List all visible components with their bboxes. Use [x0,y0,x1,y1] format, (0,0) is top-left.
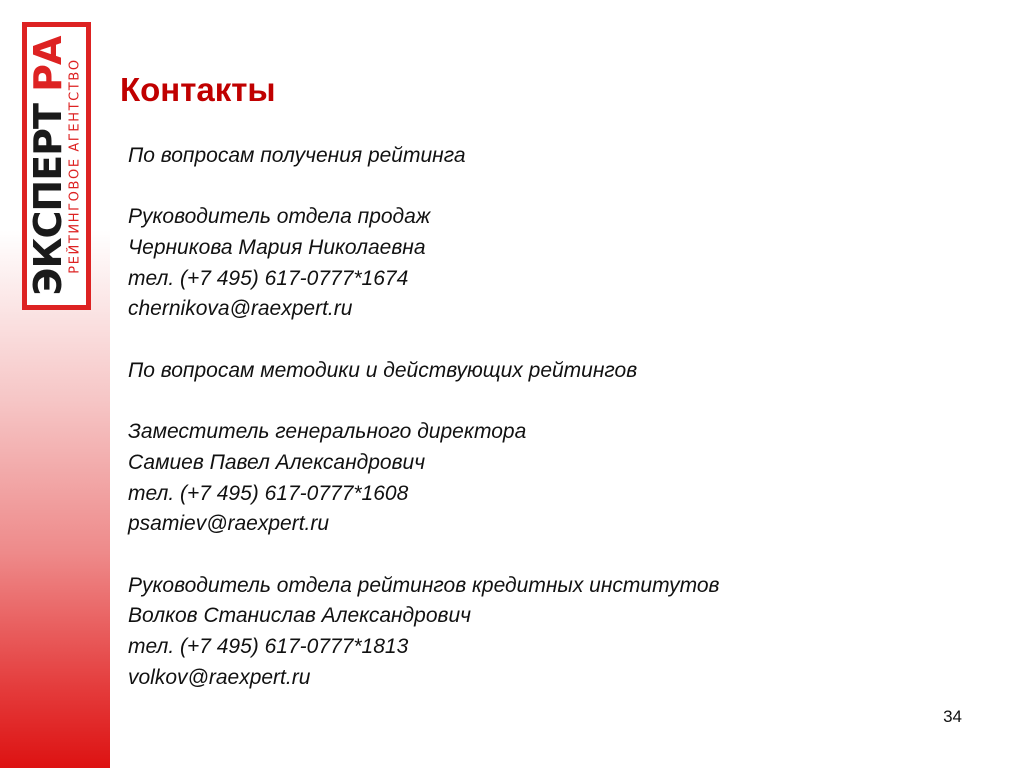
logo-wordmark-dark: ЭКСПЕРТ [25,104,70,296]
contact-name: Черникова Мария Николаевна [128,236,426,260]
contact-email-link[interactable]: psamiev@raexpert.ru [128,512,330,536]
spacer [128,387,720,418]
logo-tagline: РЕЙТИНГОВОЕ АГЕНТСТВО [67,58,82,274]
logo-wordmark [25,36,70,296]
page-title: Контакты [120,71,276,108]
contact-phone: тел. (+7 495) 617-0777*1813 [128,635,409,658]
contact-email-link[interactable]: volkov@raexpert.ru [128,665,311,689]
logo-frame [27,27,86,305]
logo [22,22,91,310]
contact-position: Заместитель генерального директора [128,420,527,444]
contact-phone: тел. (+7 495) 617-0777*1608 [128,481,409,505]
section-heading-methodology: По вопросам методики и действующих рейтингов [128,358,638,382]
spacer [128,540,720,571]
spacer [128,325,720,356]
contact-phone: тел. (+7 495) 617-0777*1674 [128,266,409,290]
contact-email-link[interactable]: chernikova@raexpert.ru [128,297,353,321]
spacer [128,172,720,203]
page-number: 34 [943,707,962,726]
contact-position: Руководитель отдела продаж [128,205,431,229]
contacts-block [128,141,720,693]
contact-position: Руководитель отдела рейтингов кредитных институтов [128,573,720,597]
section-heading-rating: По вопросам получения рейтинга [128,144,466,167]
contact-name: Волков Станислав Александрович [128,604,472,628]
logo-wordmark-accent: РА [25,36,70,92]
contact-name: Самиев Павел Александрович [128,450,426,474]
